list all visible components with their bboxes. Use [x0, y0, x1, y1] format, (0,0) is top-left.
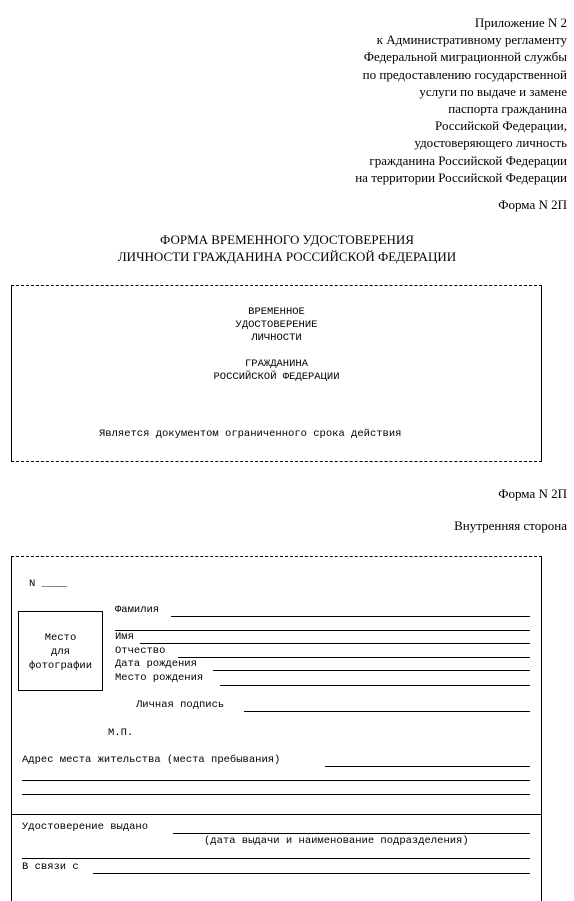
- cover-line: РОССИЙСКОЙ ФЕДЕРАЦИИ: [213, 371, 340, 383]
- header-line: Российской Федерации,: [435, 118, 567, 134]
- cover-line: ГРАЖДАНИНА: [244, 358, 308, 370]
- cover-line: ВРЕМЕННОЕ: [248, 306, 305, 318]
- title-line-2: ЛИЧНОСТИ ГРАЖДАНИНА РОССИЙСКОЙ ФЕДЕРАЦИИ: [117, 249, 457, 264]
- issued-field-line[interactable]: [22, 858, 530, 859]
- header-line: на территории Российской Федерации: [355, 169, 567, 185]
- cover-line: ЛИЧНОСТИ: [251, 332, 302, 344]
- document-number: N ____: [29, 578, 67, 590]
- photo-text: для: [51, 646, 70, 658]
- header-line: Приложение N 2: [474, 15, 567, 30]
- inner-box: [11, 556, 542, 901]
- surname-label: Фамилия: [115, 604, 160, 616]
- cover-note: Является документом ограниченного срока действия: [99, 428, 402, 440]
- header-line: паспорта гражданина: [448, 101, 567, 117]
- page-title: [0, 231, 574, 265]
- appendix-header: [355, 14, 567, 186]
- header-line: по предоставлению государственной: [362, 66, 567, 82]
- header-line: гражданина Российской Федерации: [369, 152, 567, 168]
- address-field[interactable]: [325, 766, 530, 767]
- patronymic-field[interactable]: [178, 657, 530, 658]
- inner-side-label: Внутренняя сторона: [454, 518, 567, 533]
- photo-text: Место: [44, 632, 77, 644]
- surname-field[interactable]: [171, 616, 530, 617]
- issued-field[interactable]: [173, 833, 530, 834]
- reason-label: В связи с: [22, 861, 79, 873]
- birth-date-field[interactable]: [213, 670, 530, 671]
- form-label: Форма N 2П: [498, 486, 567, 501]
- name-field[interactable]: [140, 643, 530, 644]
- address-field-line[interactable]: [22, 794, 530, 795]
- cover-top-border: [11, 285, 542, 286]
- cover-title: [11, 306, 542, 384]
- signature-field[interactable]: [244, 711, 530, 712]
- signature-label: Личная подпись: [136, 699, 225, 711]
- header-line: к Административному регламенту: [376, 32, 567, 48]
- cover-line: УДОСТОВЕРЕНИЕ: [235, 319, 318, 331]
- address-label: Адрес места жительства (места пребывания): [22, 754, 281, 766]
- inner-top-border: [11, 556, 542, 557]
- photo-text: фотографии: [28, 660, 92, 672]
- issued-label: Удостоверение выдано: [22, 821, 149, 833]
- form-label: Форма N 2П: [498, 197, 567, 212]
- birth-place-label: Место рождения: [115, 672, 204, 684]
- patronymic-label: Отчество: [115, 645, 166, 657]
- name-label: Имя: [115, 631, 134, 643]
- reason-field[interactable]: [93, 873, 530, 874]
- section-divider: [11, 814, 542, 815]
- photo-placeholder: [18, 611, 103, 691]
- birth-place-field[interactable]: [220, 685, 530, 686]
- stamp-label: М.П.: [108, 727, 134, 739]
- surname-field-extra[interactable]: [115, 630, 530, 631]
- header-line: удостоверяющего личность: [414, 135, 567, 151]
- address-field-line[interactable]: [22, 780, 530, 781]
- header-line: Федеральной миграционной службы: [363, 49, 567, 65]
- issued-hint: (дата выдачи и наименование подразделения): [204, 835, 469, 847]
- cover-bottom-border: [11, 461, 542, 462]
- birth-date-label: Дата рождения: [115, 658, 197, 670]
- header-line: услуги по выдаче и замене: [419, 83, 567, 99]
- title-line-1: ФОРМА ВРЕМЕННОГО УДОСТОВЕРЕНИЯ: [160, 232, 414, 247]
